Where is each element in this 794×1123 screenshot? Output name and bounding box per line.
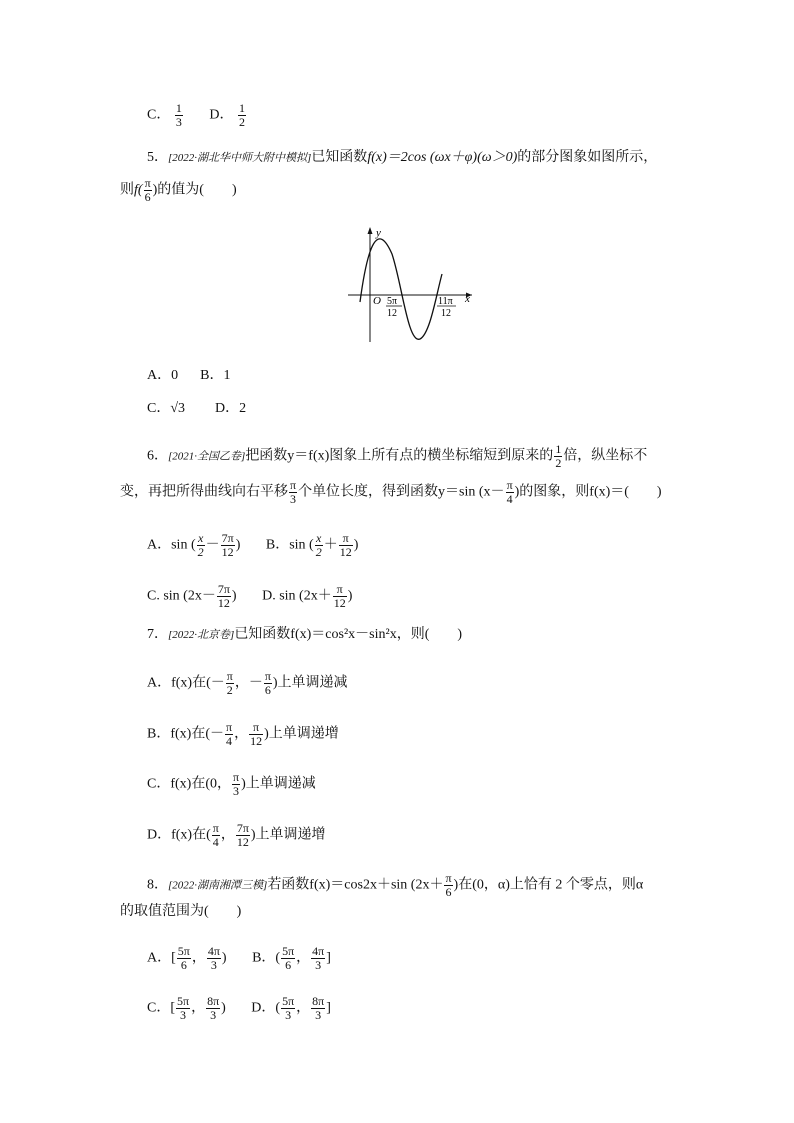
fraction (176, 995, 190, 1022)
option-text: － (205, 537, 220, 553)
denominator: 2 (555, 456, 562, 470)
denominator: 12 (339, 545, 352, 559)
option-text: D．f(x)在( (147, 827, 211, 843)
numerator: π (445, 871, 452, 885)
q7-option-b (147, 721, 339, 748)
numerator: 7π (217, 582, 230, 596)
fraction (144, 177, 152, 204)
fraction (311, 995, 325, 1022)
option-text: B．sin ( (265, 537, 314, 553)
q5-options-cd (147, 399, 268, 419)
denominator: 4 (506, 492, 513, 506)
option-text: ) (221, 1000, 226, 1016)
q8-option-c (147, 995, 226, 1022)
numerator: π (333, 583, 347, 597)
q7-option-d (147, 822, 326, 849)
denominator: 2 (226, 683, 233, 697)
fraction (226, 670, 234, 697)
fraction (217, 583, 231, 610)
numerator: 7π (236, 821, 249, 835)
question-source: [2021·全国乙卷] (168, 450, 246, 463)
denominator: 2 (238, 115, 245, 129)
fraction (315, 532, 323, 559)
numerator: 7π (221, 531, 234, 545)
numerator: 8π (207, 994, 220, 1008)
formula: f( (134, 182, 143, 198)
denominator: 4 (212, 835, 219, 849)
option-text: D. sin (2x＋ (262, 588, 332, 604)
q7-option-c (147, 771, 316, 798)
numerator: x (316, 531, 322, 545)
stem-text: 已知函数 (311, 150, 368, 165)
denominator: 3 (285, 1008, 292, 1022)
q8-option-b (252, 945, 331, 972)
q5-option-a: A．0 (147, 368, 179, 383)
fraction (333, 583, 347, 610)
option-text: ， (234, 726, 249, 742)
q6-stem-line2 (120, 479, 662, 506)
fraction (225, 721, 233, 748)
q5-option-b: B．1 (200, 368, 231, 383)
stem-text: )的值为( ) (152, 182, 237, 198)
tick-label-numerator: 5π (387, 296, 398, 307)
question-number: 6． (147, 448, 168, 464)
denominator: 12 (333, 596, 346, 610)
option-text: ) (221, 950, 227, 966)
q6-option-d (262, 583, 352, 610)
option-text: ] (326, 950, 331, 966)
q8-options-ab (147, 945, 353, 972)
denominator: 6 (264, 683, 271, 697)
numerator: 1 (175, 101, 182, 115)
q8-options-cd (147, 995, 353, 1022)
q6-options-ab (147, 532, 380, 559)
numerator: 5π (282, 994, 295, 1008)
fraction (506, 479, 514, 506)
option-text: A．f(x)在(－ (147, 675, 225, 691)
option-text: ＋ (323, 537, 338, 553)
question-source: [2022·湖北华中师大附中模拟] (168, 152, 312, 164)
option-text: A．[ (147, 950, 176, 966)
option-text: ，－ (234, 675, 263, 691)
numerator: π (226, 720, 233, 734)
option-text: D．( (251, 1000, 281, 1016)
question-number: 8． (147, 877, 168, 893)
q6-option-c (147, 583, 237, 610)
q5-option-d: D．2 (215, 401, 247, 416)
numerator: 1 (555, 442, 562, 456)
option-text: ， (296, 1000, 311, 1016)
numerator: 8π (312, 994, 325, 1008)
denominator: 3 (210, 1008, 217, 1022)
question-source: [2022·湖南湘潭三模] (168, 879, 268, 892)
option-text: A．sin ( (147, 537, 196, 553)
stem-text: )在(0，α)上恰有 2 个零点，则α (453, 877, 644, 893)
y-label: y (376, 227, 381, 239)
fraction (212, 822, 220, 849)
numerator: π (212, 821, 219, 835)
numerator: π (264, 669, 271, 683)
q8-stem-line1 (147, 872, 643, 899)
q5-stem-line1 (147, 148, 657, 168)
stem-text: 已知函数f(x)＝cos²x－sin²x，则( ) (234, 627, 463, 642)
option-text: ， (191, 1000, 206, 1016)
denominator: 3 (233, 784, 240, 798)
fraction (311, 945, 325, 972)
q7-stem (147, 625, 462, 645)
q6-option-a (147, 532, 240, 559)
numerator: π (226, 669, 233, 683)
numerator: 5π (282, 944, 295, 958)
fraction (175, 102, 183, 129)
fraction (339, 532, 353, 559)
denominator: 3 (180, 1008, 187, 1022)
option-text: B．f(x)在(－ (147, 726, 224, 742)
numerator: x (197, 531, 204, 545)
denominator: 6 (285, 958, 292, 972)
curve (360, 239, 442, 339)
numerator: π (339, 532, 353, 546)
numerator: π (506, 478, 513, 492)
fraction (289, 479, 297, 506)
denominator: 12 (236, 835, 249, 849)
denominator: 2 (197, 545, 204, 559)
numerator: 4π (312, 944, 325, 958)
q8-option-d (251, 995, 331, 1022)
numerator: π (144, 176, 151, 190)
stem-text: 个单位长度，得到函数y＝sin (x－ (298, 484, 505, 500)
q4-option-c (147, 102, 184, 129)
option-text: )上单调递增 (250, 827, 326, 843)
fraction (177, 945, 191, 972)
tick-label-denominator: 12 (387, 308, 397, 319)
option-text: ， (191, 950, 206, 966)
option-text: C．[ (147, 1000, 175, 1016)
question-source: [2022·北京卷] (168, 629, 235, 641)
fraction (264, 670, 272, 697)
fraction (238, 102, 246, 129)
stem-text: 倍，纵坐标不 (563, 448, 648, 464)
option-text: )上单调递减 (241, 776, 316, 792)
fraction (249, 721, 263, 748)
q7-option-a (147, 670, 348, 697)
denominator: 3 (175, 115, 182, 129)
stem-text: 变，再把所得曲线向右平移 (120, 484, 288, 500)
tick-label-denominator: 12 (441, 308, 451, 319)
denominator: 12 (250, 734, 263, 748)
denominator: 12 (221, 545, 234, 559)
denominator: 6 (144, 190, 151, 204)
option-text: ] (326, 1000, 331, 1016)
option-text: ) (353, 537, 359, 553)
q5-stem-line2 (120, 177, 237, 204)
numerator: 4π (207, 944, 220, 958)
option-label: D． (209, 107, 234, 123)
fraction (444, 872, 452, 899)
denominator: 2 (315, 545, 322, 559)
option-label: C． (147, 107, 171, 123)
stem-text: 把函数y＝f(x)图象上所有点的横坐标缩短到原来的 (245, 448, 554, 464)
option-text: ， (220, 827, 235, 843)
fraction (236, 822, 250, 849)
fraction (221, 532, 235, 559)
denominator: 12 (217, 596, 230, 610)
stem-text: 若函数f(x)＝cos2x＋sin (2x＋ (267, 877, 444, 893)
tick-label-numerator: 11π (438, 296, 453, 307)
numerator: 5π (177, 994, 190, 1008)
denominator: 3 (315, 1008, 322, 1022)
numerator: π (233, 770, 240, 784)
cosine-graph (346, 224, 476, 344)
fraction (232, 771, 240, 798)
y-axis-arrow (368, 227, 373, 234)
fraction (206, 995, 220, 1022)
option-text: ， (296, 950, 311, 966)
option-text: C. sin (2x－ (147, 588, 216, 604)
denominator: 6 (180, 958, 187, 972)
q4-option-d (209, 102, 247, 129)
option-text: ) (231, 588, 237, 604)
stem-text: 的取值范围为( ) (120, 904, 242, 919)
fraction (207, 945, 221, 972)
option-text: ) (347, 588, 353, 604)
fraction (554, 443, 562, 470)
q5-option-c: C．√3 (147, 401, 186, 416)
q8-stem-line2 (120, 902, 241, 922)
question-number: 7． (147, 627, 168, 642)
stem-text: 的部分图象如图所示， (517, 150, 658, 165)
denominator: 6 (445, 885, 452, 899)
stem-text: )的图象，则f(x)＝( ) (514, 484, 662, 500)
formula: f(x)＝2cos (ωx＋φ)(ω＞0) (367, 150, 518, 165)
q4-options-cd (147, 102, 269, 129)
denominator: 3 (315, 958, 322, 972)
denominator: 4 (226, 734, 233, 748)
stem-text: 则 (120, 182, 134, 198)
q5-options-ab (147, 366, 252, 386)
x-label: x (465, 293, 470, 305)
fraction (281, 945, 295, 972)
fraction (197, 532, 205, 559)
numerator: 5π (177, 944, 190, 958)
option-text: )上单调递增 (264, 726, 339, 742)
fraction (281, 995, 295, 1022)
origin-label: O (373, 295, 381, 307)
question-number: 5． (147, 150, 168, 165)
option-text: )上单调递减 (272, 675, 348, 691)
q8-option-a (147, 945, 227, 972)
numerator: π (249, 721, 263, 735)
numerator: 1 (238, 101, 245, 115)
q6-options-cd (147, 583, 374, 610)
option-text: ) (235, 537, 241, 553)
option-text: C．f(x)在(0， (147, 776, 231, 792)
numerator: π (290, 478, 297, 492)
q6-stem-line1 (147, 443, 647, 470)
denominator: 3 (210, 958, 217, 972)
denominator: 3 (290, 492, 297, 506)
option-text: B．( (252, 950, 281, 966)
q6-option-b (266, 532, 359, 559)
